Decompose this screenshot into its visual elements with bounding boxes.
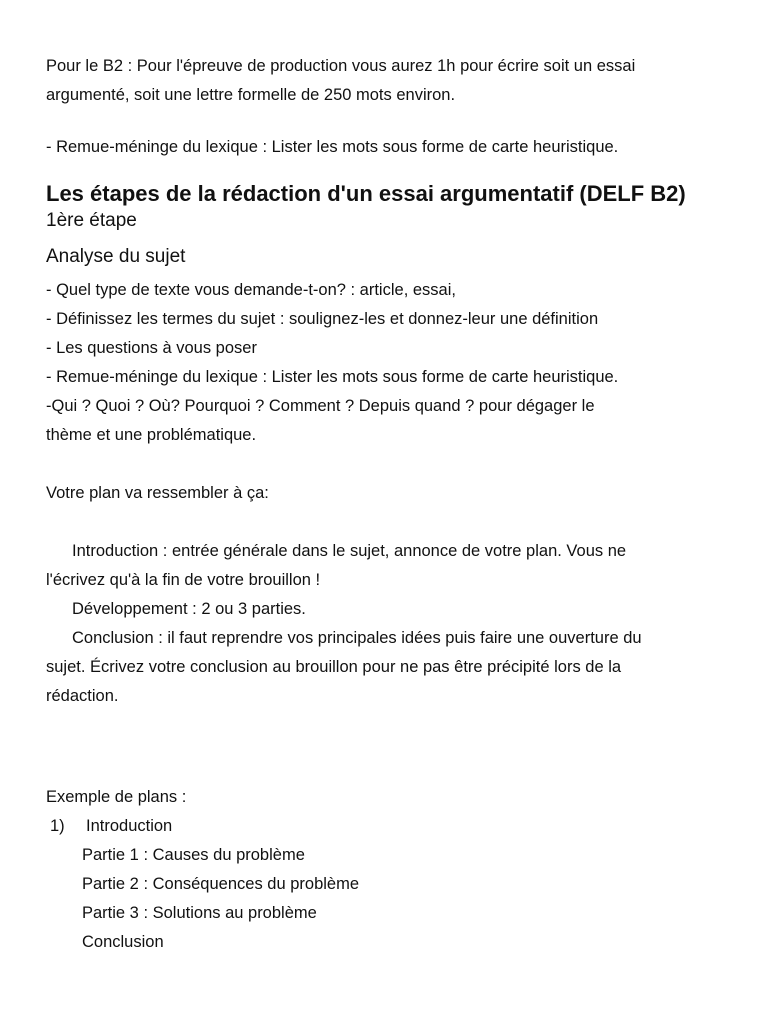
example-introduction: Introduction: [86, 817, 173, 835]
document-page: [46, 52, 736, 957]
plan-conclusion-cont: rédaction.: [46, 687, 119, 705]
plan-introduction: Introduction : entrée générale dans le sujet, annonce de votre plan. Vous ne: [72, 542, 627, 560]
analysis-item: thème et une problématique.: [46, 426, 257, 444]
example-part: Partie 1 : Causes du problème: [82, 846, 305, 864]
list-number: 1): [50, 817, 65, 835]
analysis-item: -Qui ? Quoi ? Où? Pourquoi ? Comment ? Depuis quand ? pour dégager le: [46, 397, 595, 415]
intro-bullet: - Remue-méninge du lexique : Lister les mots sous forme de carte heuristique.: [46, 138, 619, 156]
document-title: Les étapes de la rédaction d'un essai argumentatif (DELF B2): [46, 181, 686, 206]
spacer: [46, 711, 736, 783]
analysis-item: - Remue-méninge du lexique : Lister les mots sous forme de carte heuristique.: [46, 368, 619, 386]
spacer: [46, 110, 736, 133]
intro-line: Pour le B2 : Pour l'épreuve de production vous aurez 1h pour écrire soit un essai: [46, 57, 636, 75]
section-heading: Analyse du sujet: [46, 246, 186, 267]
analysis-item: - Les questions à vous poser: [46, 339, 257, 357]
plan-lead: Votre plan va ressembler à ça:: [46, 484, 269, 502]
example-part: Partie 3 : Solutions au problème: [82, 904, 317, 922]
analysis-item: - Quel type de texte vous demande-t-on? : article, essai,: [46, 281, 456, 299]
analysis-item: - Définissez les termes du sujet : soulignez-les et donnez-leur une définition: [46, 310, 599, 328]
step-heading: 1ère étape: [46, 210, 137, 231]
spacer: [46, 508, 736, 537]
intro-line: argumenté, soit une lettre formelle de 250 mots environ.: [46, 86, 456, 104]
example-plan-item: [46, 812, 736, 841]
plan-conclusion: Conclusion : il faut reprendre vos principales idées puis faire une ouverture du: [72, 629, 642, 647]
example-part: Partie 2 : Conséquences du problème: [82, 875, 360, 893]
examples-title: Exemple de plans :: [46, 788, 187, 806]
plan-conclusion-cont: sujet. Écrivez votre conclusion au brouillon pour ne pas être précipité lors de la: [46, 658, 622, 676]
example-conclusion: Conclusion: [82, 933, 164, 951]
plan-introduction-cont: l'écrivez qu'à la fin de votre brouillon !: [46, 571, 321, 589]
plan-development: Développement : 2 ou 3 parties.: [72, 600, 306, 618]
spacer: [46, 450, 736, 479]
